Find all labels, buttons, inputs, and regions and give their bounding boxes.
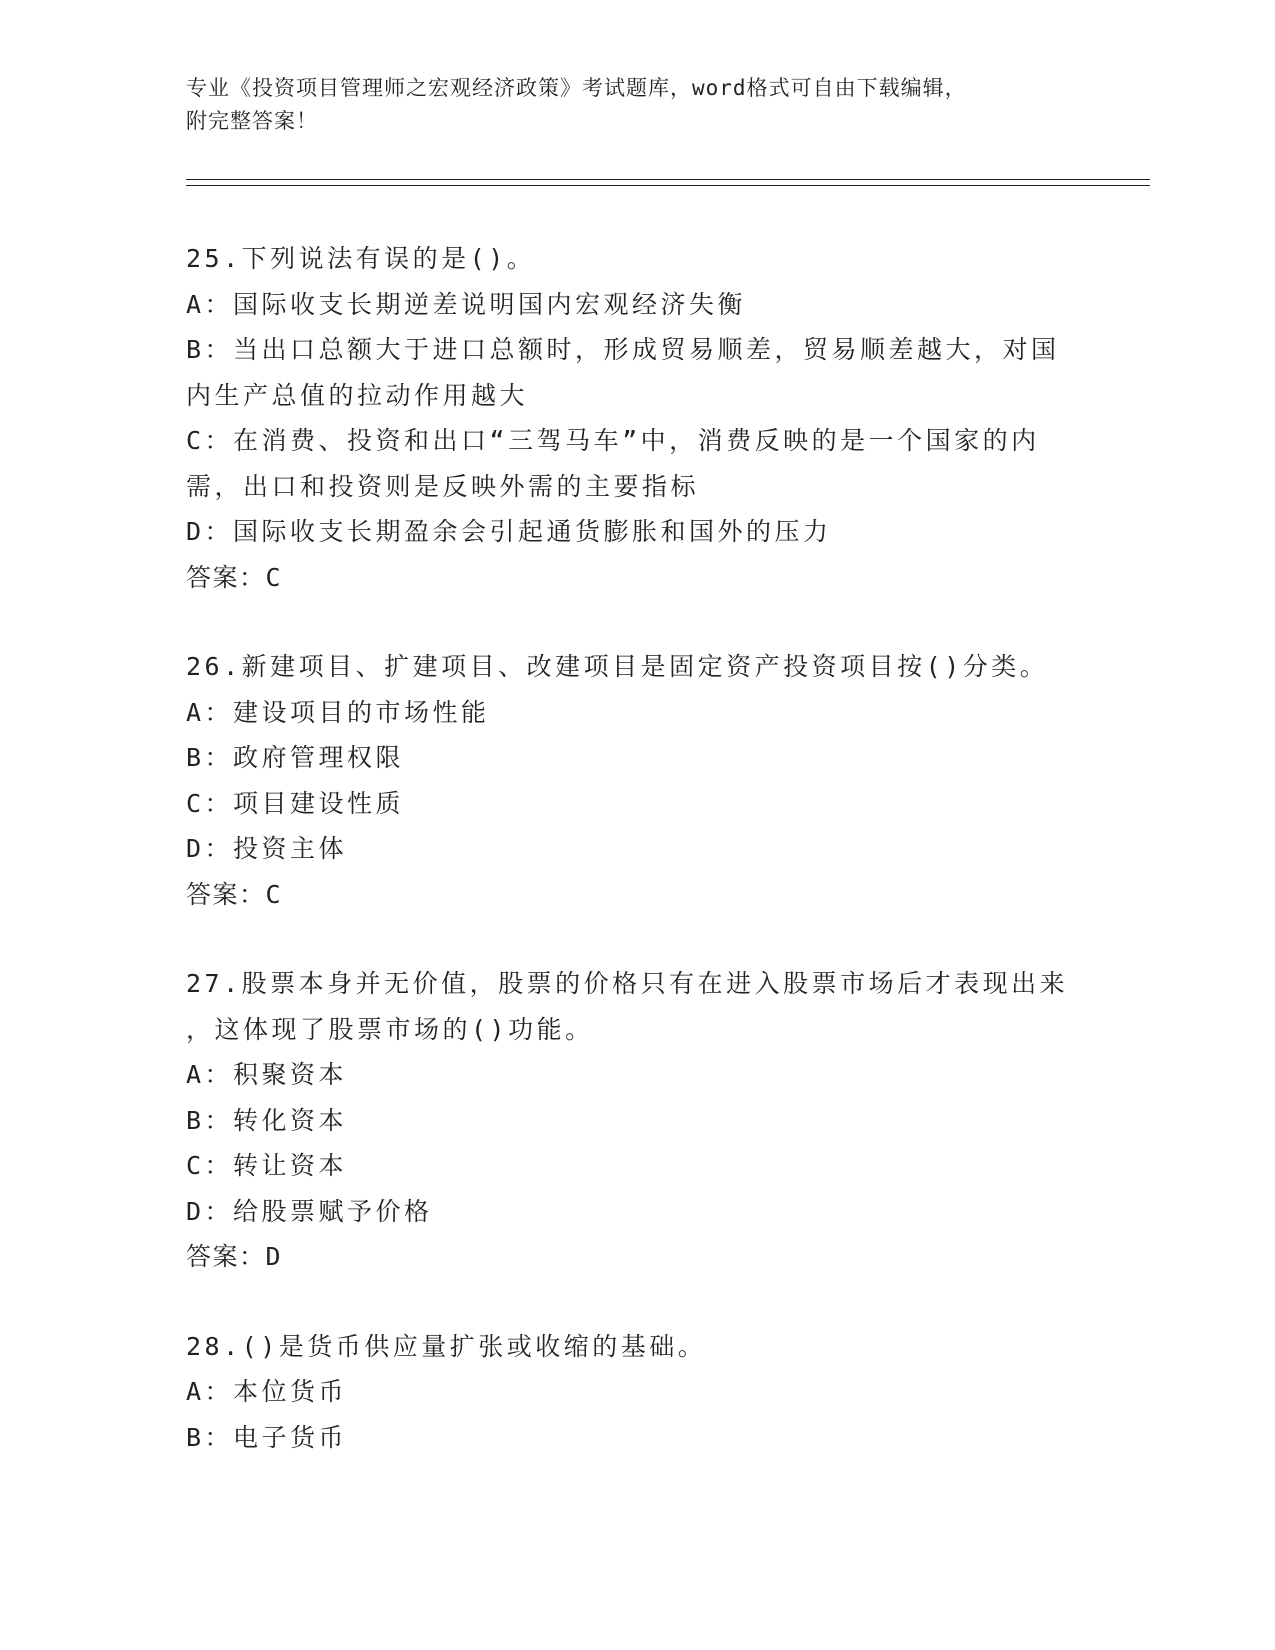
question-option: D：给股票赋予价格 xyxy=(186,1196,433,1226)
question-option: C：转让资本 xyxy=(186,1151,348,1180)
answer-label: 答案： xyxy=(186,879,266,909)
question-stem: 28.()是货币供应量扩张或收缩的基础。 xyxy=(186,1331,707,1361)
question-stem: 26.新建项目、扩建项目、改建项目是固定资产投资项目按()分类。 xyxy=(186,652,1049,681)
question-option: B：电子货币 xyxy=(186,1422,348,1452)
question-block xyxy=(186,236,1076,600)
question-block xyxy=(186,1324,1076,1461)
question-option: A：积聚资本 xyxy=(186,1060,348,1089)
answer-value: D xyxy=(265,1242,283,1271)
answer-value: C xyxy=(265,879,283,909)
answer-value: C xyxy=(265,562,283,592)
question-block xyxy=(186,961,1076,1280)
answer-label: 答案： xyxy=(186,1242,266,1271)
answer-line xyxy=(186,1234,1076,1280)
header-divider-top xyxy=(186,179,1150,180)
question-option: C：在消费、投资和出口“三驾马车”中，消费反映的是一个国家的内 xyxy=(186,426,1040,455)
header-line-1: 专业《投资项目管理师之宏观经济政策》考试题库，word格式可自由下载编辑， xyxy=(186,76,967,100)
question-block xyxy=(186,644,1076,917)
answer-line xyxy=(186,555,1076,601)
question-option: A：本位货币 xyxy=(186,1377,348,1406)
question-option: B：转化资本 xyxy=(186,1105,348,1135)
question-option: 需，出口和投资则是反映外需的主要指标 xyxy=(186,471,700,501)
answer-label: 答案： xyxy=(186,562,266,592)
question-option: D：国际收支长期盈余会引起通货膨胀和国外的压力 xyxy=(186,517,832,546)
question-option: C：项目建设性质 xyxy=(186,788,405,818)
document-header xyxy=(186,72,1086,138)
header-line-2: 附完整答案！ xyxy=(186,109,318,133)
header-divider-bottom xyxy=(186,185,1150,186)
question-list xyxy=(186,236,1076,1504)
answer-line xyxy=(186,872,1076,918)
question-stem: 27.股票本身并无价值，股票的价格只有在进入股票市场后才表现出来 xyxy=(186,969,1069,998)
question-option: A：建设项目的市场性能 xyxy=(186,697,490,727)
question-option: 内生产总值的拉动作用越大 xyxy=(186,380,529,410)
question-option: D：投资主体 xyxy=(186,834,348,863)
question-option: B：当出口总额大于进口总额时，形成贸易顺差，贸易顺差越大，对国 xyxy=(186,335,1060,364)
question-option: B：政府管理权限 xyxy=(186,743,405,772)
question-stem: ，这体现了股票市场的()功能。 xyxy=(186,1014,594,1044)
question-stem: 25.下列说法有误的是()。 xyxy=(186,244,536,273)
question-option: A：国际收支长期逆差说明国内宏观经济失衡 xyxy=(186,289,747,319)
